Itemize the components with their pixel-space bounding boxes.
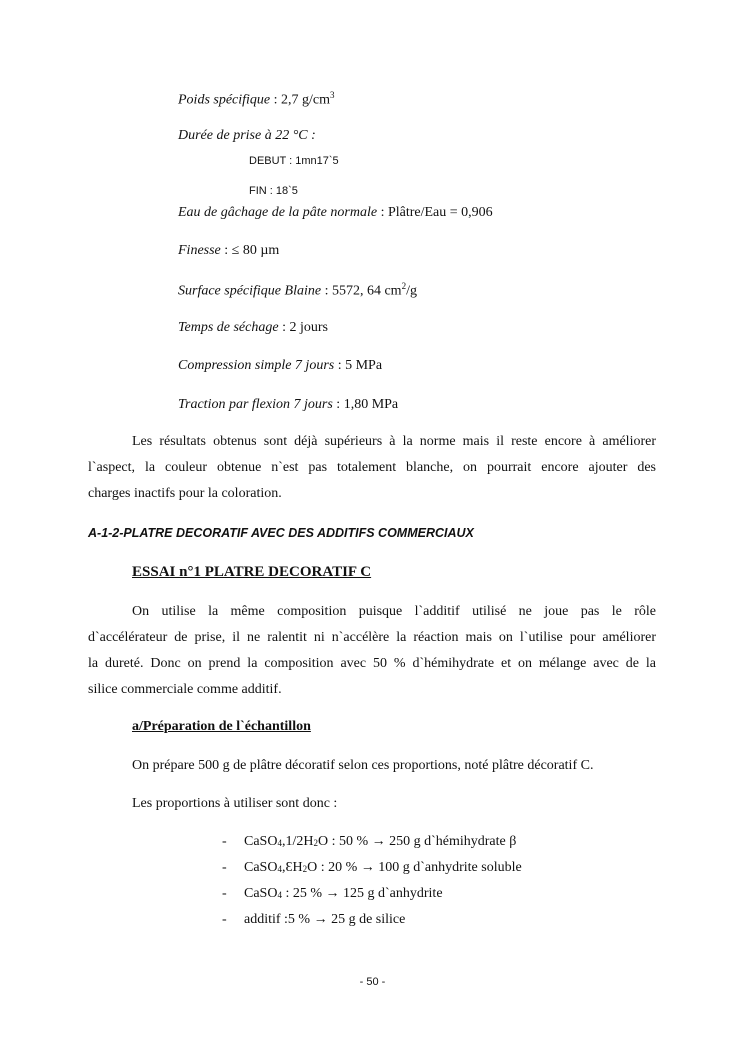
prop-label: Traction par flexion 7 jours bbox=[178, 397, 333, 412]
prop-traction: Traction par flexion 7 jours : 1,80 MPa bbox=[178, 397, 399, 412]
list-item: - CaSO$_4$ : 25 % → 125 g d`anhydrite bbox=[222, 886, 443, 901]
prop-label: Durée de prise à 22 °C : bbox=[178, 128, 316, 143]
list-item: - additif :5 % → 25 g de silice bbox=[222, 912, 406, 927]
prop-temps-sechage: Temps de séchage : 2 jours bbox=[178, 320, 328, 335]
proportions-intro: Les proportions à utiliser sont donc : bbox=[132, 796, 338, 811]
prop-surface-blaine: Surface spécifique Blaine : 5572, 64 $cm^2/g$ bbox=[178, 281, 417, 299]
prop-label: Temps de séchage bbox=[178, 320, 279, 335]
essai-heading: ESSAI n°1 PLATRE DECORATIF C bbox=[132, 564, 372, 580]
page-number: - 50 - bbox=[359, 976, 386, 988]
preparation-heading: a/Préparation de l`échantillon bbox=[132, 719, 311, 734]
list-item: - $CaSO_4,ƐH_2O$ : 20 % → 100 g d`anhydrite soluble bbox=[222, 860, 522, 875]
prop-compression: Compression simple 7 jours : 5 MPa bbox=[178, 358, 383, 373]
prop-label: Surface spécifique Blaine bbox=[178, 283, 322, 299]
section-heading: A-1-2-PLATRE DECORATIF AVEC DES ADDITIFS COMMERCIAUX bbox=[88, 526, 474, 540]
paragraph-results: Les résultats obtenus sont déjà supérieurs à la norme mais il reste encore à améliorer l`aspect, la couleur obtenue n`est pas totalement blanche, on pourrait encore ajouter des charges inactifs pour la coloration. bbox=[88, 434, 656, 501]
prop-label: Finesse bbox=[178, 243, 221, 258]
list-item: - $CaSO_4,1/2H_2O$ : 50 % → 250 g d`hémihydrate β bbox=[222, 834, 517, 849]
prop-label: Compression simple 7 jours bbox=[178, 358, 335, 373]
prise-debut: DEBUT : 1mn17`5 bbox=[249, 155, 339, 167]
prop-poids-specifique: Poids spécifique : 2,7 $g/cm^3$ bbox=[178, 90, 335, 108]
prop-finesse: Finesse : ≤ 80 µm bbox=[178, 243, 280, 258]
prop-eau-gachage: Eau de gâchage de la pâte normale : Plâtre/Eau = 0,906 bbox=[178, 205, 493, 220]
prop-label: Poids spécifique bbox=[178, 92, 271, 108]
prop-duree-prise bbox=[178, 128, 316, 144]
prop-label: Eau de gâchage de la pâte normale bbox=[178, 205, 378, 220]
prise-fin: FIN : 18`5 bbox=[249, 185, 298, 197]
paragraph-composition: On utilise la même composition puisque l`additif utilisé ne joue pas le rôle d`accélérateur de prise, il ne ralentit ni n`accélère la réaction mais on l`utilise pour améliorer la dureté. Donc on prend la composition avec 50 % d`hémihydrate et on mélange avec de la silice commerciale comme additif. bbox=[88, 604, 656, 697]
preparation-text: On prépare 500 g de plâtre décoratif selon ces proportions, noté plâtre décoratif C. bbox=[132, 758, 594, 773]
